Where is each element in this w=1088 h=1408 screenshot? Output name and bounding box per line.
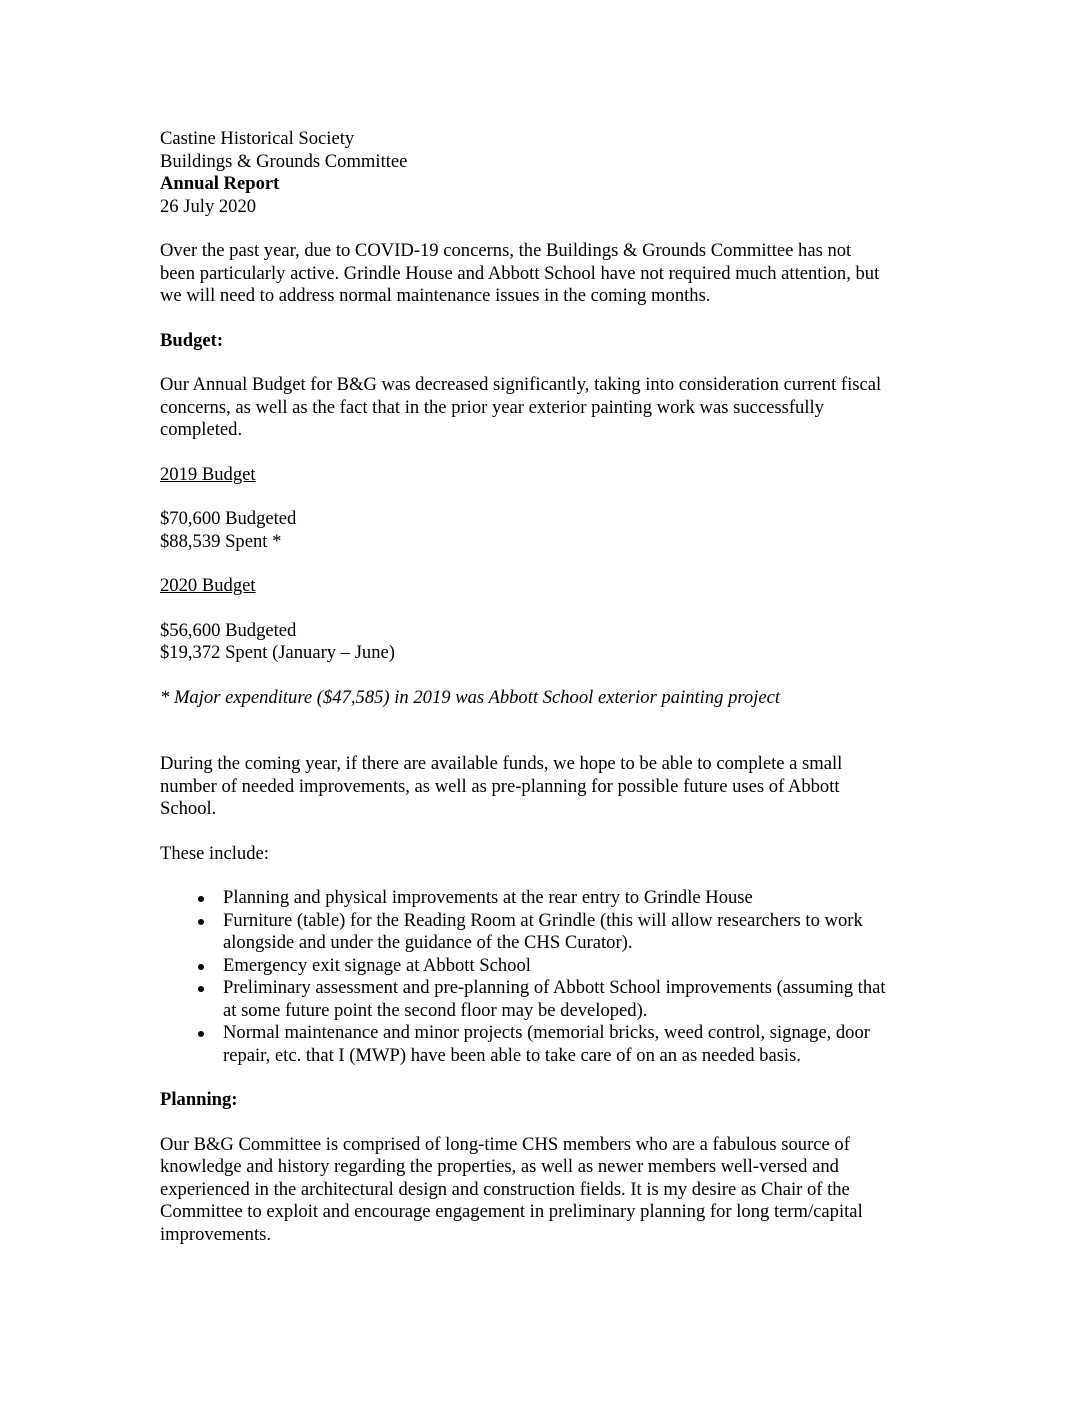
- list-item-text: at some future point the second floor may be developed).: [223, 999, 648, 1021]
- budget-2019-budgeted: $70,600 Budgeted: [160, 508, 297, 529]
- paragraph-line: School.: [160, 798, 217, 819]
- organization-name: Castine Historical Society: [160, 128, 355, 149]
- paragraph-line: Over the past year, due to COVID-19 concerns, the Buildings & Grounds Committee has not: [160, 240, 852, 261]
- list-item: [160, 910, 940, 955]
- budget-2020-spent: $19,372 Spent (January – June): [160, 642, 395, 663]
- document-page: [160, 128, 940, 1246]
- budget-2020-budgeted: $56,600 Budgeted: [160, 619, 297, 641]
- list-item-text: Preliminary assessment and pre-planning of Abbott School improvements (assuming that: [223, 977, 886, 998]
- planning-paragraph: [160, 1134, 940, 1247]
- budget-paragraph: [160, 374, 940, 442]
- paragraph-line: we will need to address normal maintenance issues in the coming months.: [160, 285, 711, 306]
- improvements-list: [160, 887, 940, 1067]
- letterhead: [160, 128, 940, 218]
- paragraph-line: Committee to exploit and encourage engagement in preliminary planning for long term/capital: [160, 1201, 863, 1222]
- includes-label: These include:: [160, 842, 269, 864]
- list-item-text: alongside and under the guidance of the CHS Curator).: [223, 932, 633, 953]
- paragraph-line: knowledge and history regarding the properties, as well as newer members well-versed and: [160, 1156, 839, 1177]
- bullet-icon: [198, 919, 204, 925]
- paragraph-line: During the coming year, if there are available funds, we hope to be able to complete a small: [160, 753, 843, 774]
- budget-2020-label: 2020 Budget: [160, 575, 256, 596]
- budget-2019-spent: $88,539 Spent *: [160, 530, 282, 552]
- planning-heading: Planning:: [160, 1089, 238, 1110]
- paragraph-line: improvements.: [160, 1223, 272, 1245]
- paragraph-line: Our Annual Budget for B&G was decreased significantly, taking into consideration current fiscal: [160, 374, 882, 395]
- paragraph-line: experienced in the architectural design and construction fields. It is my desire as Chair of the: [160, 1178, 850, 1200]
- budget-2019-label: 2019 Budget: [160, 463, 256, 485]
- bullet-icon: [198, 1031, 204, 1037]
- list-item-text: repair, etc. that I (MWP) have been able to take care of on an as needed basis.: [223, 1044, 801, 1066]
- committee-name: Buildings & Grounds Committee: [160, 150, 408, 172]
- paragraph-line: concerns, as well as the fact that in the prior year exterior painting work was successfully: [160, 396, 824, 418]
- list-item-text: Furniture (table) for the Reading Room at Grindle (this will allow researchers to work: [223, 909, 863, 931]
- list-item-text: Emergency exit signage at Abbott School: [223, 954, 531, 976]
- list-item-text: Planning and physical improvements at the rear entry to Grindle House: [223, 887, 753, 908]
- paragraph-line: been particularly active. Grindle House and Abbott School have not required much attention, but: [160, 262, 880, 284]
- budget-heading: Budget:: [160, 329, 224, 351]
- list-item: [160, 1022, 940, 1067]
- coming-year-paragraph: [160, 753, 940, 821]
- list-item: [160, 977, 940, 1022]
- paragraph-line: completed.: [160, 419, 243, 440]
- intro-paragraph: [160, 240, 940, 308]
- budget-2020-figures: [160, 620, 940, 665]
- paragraph-line: number of needed improvements, as well as pre-planning for possible future uses of Abbott: [160, 775, 840, 797]
- bullet-icon: [198, 986, 204, 992]
- bullet-icon: [198, 896, 204, 902]
- list-item-text: Normal maintenance and minor projects (memorial bricks, weed control, signage, door: [223, 1022, 870, 1043]
- paragraph-line: Our B&G Committee is comprised of long-time CHS members who are a fabulous source of: [160, 1133, 850, 1155]
- bullet-icon: [198, 964, 204, 970]
- list-item: [160, 955, 940, 978]
- budget-footnote: * Major expenditure ($47,585) in 2019 was Abbott School exterior painting project: [160, 686, 781, 708]
- budget-2019-figures: [160, 508, 940, 553]
- list-item: [160, 887, 940, 910]
- report-title: Annual Report: [160, 173, 280, 194]
- report-date: 26 July 2020: [160, 195, 257, 217]
